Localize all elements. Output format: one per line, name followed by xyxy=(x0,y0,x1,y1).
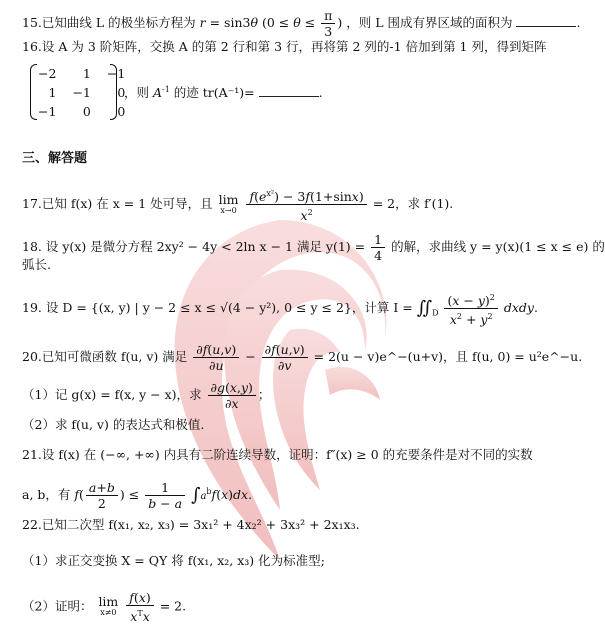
matrix-bracket-right xyxy=(110,64,117,120)
question-18-cont: 弧长. xyxy=(22,257,51,272)
question-17: 17.已知 f(x) 在 x = 1 处可导，且 lim x→0 $\frac{f(e^{x^2}) - 3f(1+\sin x)}{x^2}$ = 2，求 f′(1). xyxy=(22,186,536,223)
question-20-part2: （2）求 f(u, v) 的表达式和极值. xyxy=(22,417,205,432)
question-18: 18. 设 y(x) 是微分方程 2xy² − 4y < 2ln x − 1 满足 y(1) = $\frac{1}{4}$ 的解，求曲线 y = y(x)(1 ≤ x ≤ e) 的 xyxy=(22,232,605,263)
question-22: 22.已知二次型 f(x₁, x₂, x₃) = 3x₁² + 4x₂² + 3x₃² + 2x₁x₃. xyxy=(22,517,360,532)
question-20-part1: （1）记 g(x) = f(x, y − x)，求 $\frac{\partial g(x,y)}{\partial x}$ ； xyxy=(22,380,271,411)
question-16: 16.设 A 为 3 阶矩阵，交换 A 的第 2 行和第 3 行，再将第 2 列的-1 倍加到第 1 列，得到矩阵 xyxy=(22,39,547,54)
section-header: 三、解答题 xyxy=(22,151,88,166)
question-16-trace: ，则 $A^{-1}$ 的迹 tr(A⁻¹)= . xyxy=(124,85,323,101)
question-15: 15.已知曲线 L 的极坐标方程为 r = sin3θ (0 ≤ θ ≤ $\frac{\pi}{3}$ ) ，则 L 围成有界区域的面积为 . xyxy=(22,8,581,39)
answer-blank-16[interactable] xyxy=(259,84,319,97)
question-21-cont: a, b，有 f( $\frac{a+b}{2}$ ) ≤ $\frac{1}{b - a}$ $\int a^bf(x)dx$. xyxy=(22,480,253,511)
matrix-a-prime: −2 1 −1 1 −1 0 −1 0 0 xyxy=(38,66,126,119)
question-20: 20.已知可微函数 f(u, v) 满足 $\frac{\partial f(u,v)}{\partial u}$ − $\frac{\partial f(u,v)}{\partial v}$ = 2(u − v)e^−(u+v)，且 f(u, 0) = u²e^−u. xyxy=(22,342,583,373)
question-19: 19. 设 D = {(x, y) | y − 2 ≤ x ≤ √(4 − y²), 0 ≤ y ≤ 2}，计算 $I = ∬_D$ $\frac{(x - y)^2}{x^2 + y^2}$ dxdy. xyxy=(22,290,536,327)
question-22-part2: （2）证明： lim x≠0 $\frac{f(x)}{x^Tx}$ = 2. xyxy=(22,590,187,625)
question-21: 21.设 f(x) 在 (−∞, +∞) 内具有二阶连续导数，证明：f″(x) ≥ 0 的充要条件是对不同的实数 xyxy=(22,447,533,462)
answer-blank-15[interactable] xyxy=(516,14,576,27)
question-22-part1: （1）求正交变换 X = QY 将 f(x₁, x₂, x₃) 化为标准型; xyxy=(22,553,325,568)
